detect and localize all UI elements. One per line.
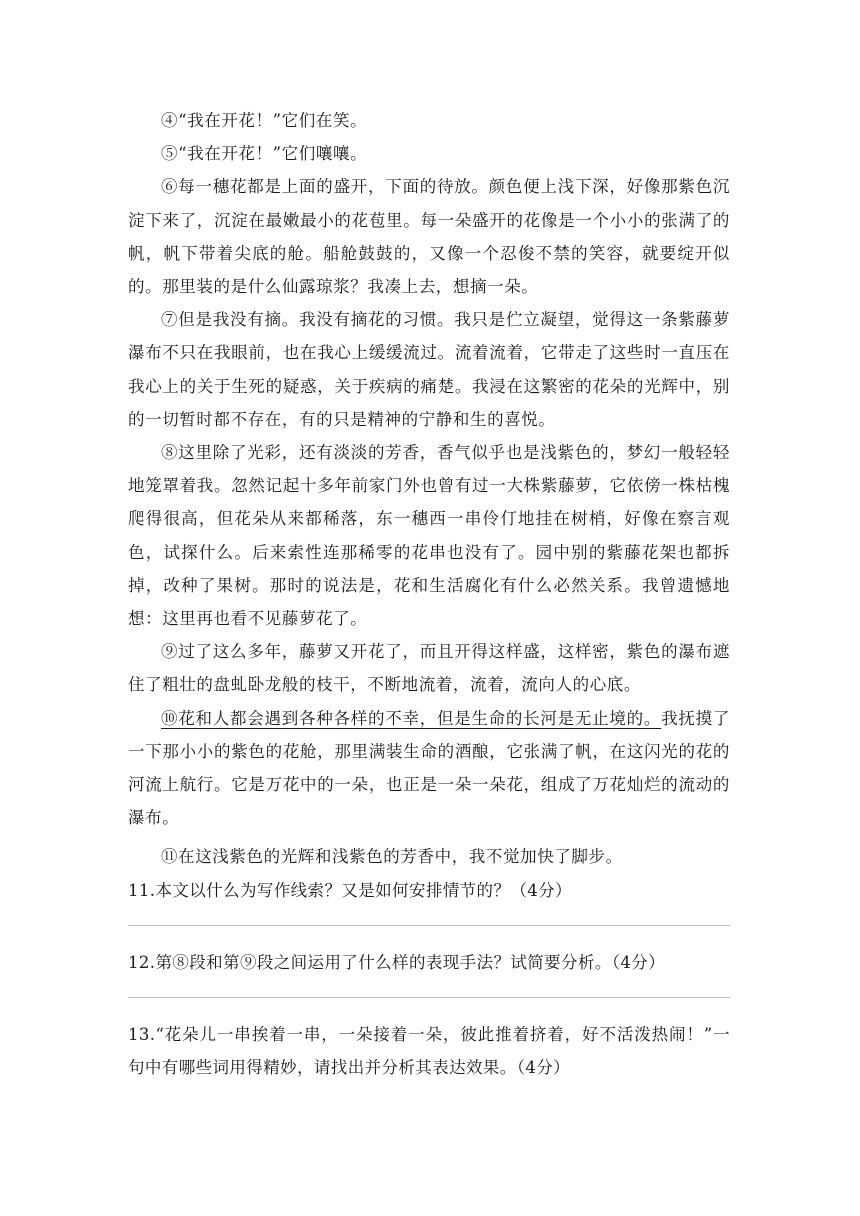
paragraph-9: ⑨过了这么多年，藤萝又开花了，而且开得这样盛，这样密，紫色的瀑布遮住了粗壮的盘虬卧龙般的枝干，不断地流着，流着，流向人的心底。	[128, 642, 730, 695]
paragraph-11: ⑪在这浅紫色的光辉和浅紫色的芳香中，我不觉加快了脚步。	[161, 847, 623, 867]
paragraph-10	[128, 702, 730, 835]
paragraph-7: ⑦但是我没有摘。我没有摘花的习惯。我只是伫立凝望，觉得这一条紫藤萝瀑布不只在我眼前，也在我心上缓缓流过。流着流着，它带走了这些时一直压在我心上的关于生死的疑惑，关于疾病的痛楚。我浸在这繁密的花朵的光辉中，别的一切暂时都不存在，有的只是精神的宁静和生的喜悦。	[128, 310, 730, 429]
answer-line-12	[128, 997, 730, 998]
question-12: 12.第⑧段和第⑨段之间运用了什么样的表现手法？试简要分析。（4分）	[128, 952, 666, 972]
paragraph-10-rest: 我抚摸了一下那小小的紫色的花舱，那里满装生命的酒酿，它张满了帆，在这闪光的花的河流上航行。它是万花中的一朵，也正是一朵一朵花，组成了万花灿烂的流动的瀑布。	[128, 708, 730, 828]
paragraph-4: ④“我在开花！”它们在笑。	[161, 111, 368, 130]
paragraph-8: ⑧这里除了光彩，还有淡淡的芳香，香气似乎也是浅紫色的，梦幻一般轻轻地笼罩着我。忽然记起十多年前家门外也曾有过一大株紫藤萝，它依傍一株枯槐爬得很高，但花朵从来都稀落，东一穗西一串伶仃地挂在树梢，好像在察言观色，试探什么。后来索性连那稀零的花串也没有了。园中别的紫藤花架也都拆掉，改种了果树。那时的说法是，花和生活腐化有什么必然关系。我曾遗憾地想：这里再也看不见藤萝花了。	[128, 443, 730, 629]
underlined-sentence: ⑩花和人都会遇到各种各样的不幸，但是生命的长河是无止境的。	[161, 708, 662, 728]
document-page	[128, 104, 730, 1084]
question-11: 11.本文以什么为写作线索？又是如何安排情节的？（4分）	[128, 880, 572, 900]
answer-line-11	[128, 925, 730, 926]
paragraph-6: ⑥每一穗花都是上面的盛开，下面的待放。颜色便上浅下深，好像那紫色沉淀下来了，沉淀在最嫩最小的花苞里。每一朵盛开的花像是一个小小的张满了的帆，帆下带着尖底的舱。船舱鼓鼓的，又像一个忍俊不禁的笑容，就要绽开似的。那里装的是什么仙露琼浆？我凑上去，想摘一朵。	[128, 177, 730, 297]
paragraph-5: ⑤“我在开花！”它们嚷嚷。	[161, 144, 368, 164]
question-13: 13.“花朵儿一串挨着一串，一朵接着一朵，彼此推着挤着，好不活泼热闹！”一句中有哪些词用得精妙，请找出并分析其表达效果。（4分）	[128, 1025, 730, 1078]
